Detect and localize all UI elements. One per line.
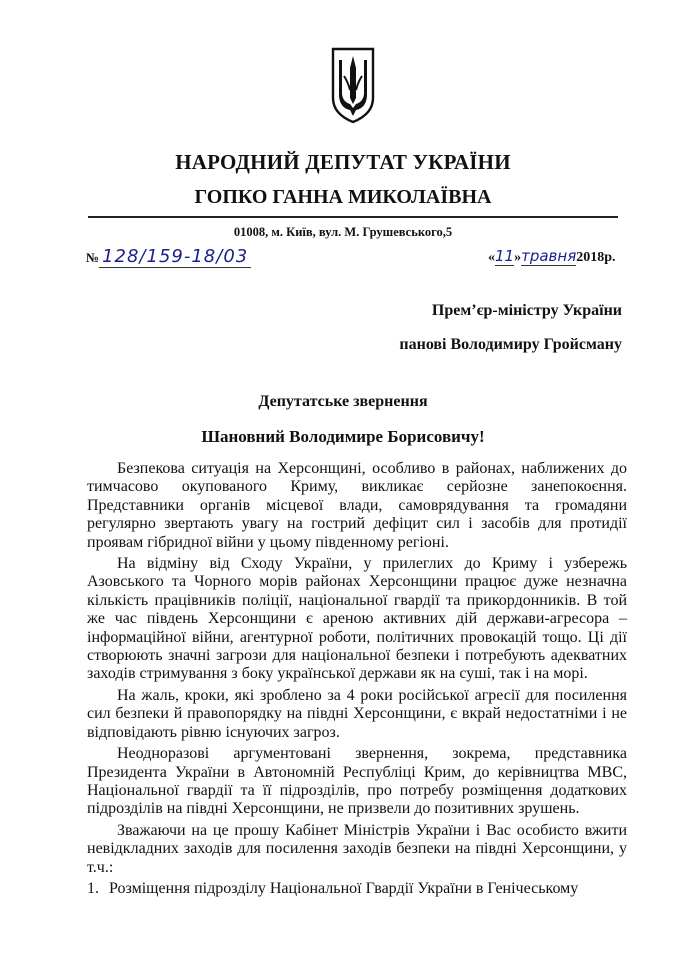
document-date — [488, 247, 616, 266]
paragraph: Неодноразові аргументовані звернення, зокрема, представника Президента України в Автономній Республіці Крим, до керівництва МВС, Національної гвардії та її підрозділів, про потребу розміщення додаткових підрозділів на півдні Херсонщини, не призвели до позитивних зрушень. — [87, 745, 627, 818]
list-item — [87, 880, 627, 898]
list-item-number: 1. — [87, 879, 99, 897]
recipient-name: панові Володимиру Гройсману — [399, 336, 622, 353]
date-year: 2018р. — [576, 250, 616, 265]
date-close-quote: » — [514, 250, 522, 265]
address-line: 01008, м. Київ, вул. М. Грушевського,5 — [233, 225, 453, 239]
reference-value: 128/159-18/03 — [99, 246, 251, 268]
paragraph: На відміну від Сходу України, у прилеглих до Криму і узбережь Азовського та Чорного морів районах Херсонщини працює дуже незначна кількість працівників поліції, національної гвардії та прикордонників. В той же час південь Херсонщини є ареною активних дій держави-агресора – інформаційної війни, агентурної роботи, політичних провокацій тощо. Ці дії створюють значні загрози для національної безпеки і потребують адекватних заходів стримування з боку української держави як на суші, так і на морі. — [87, 555, 627, 683]
letter-body — [87, 460, 627, 901]
paragraph: Зважаючи на це прошу Кабінет Міністрів України і Вас особисто вжити невідкладних заходів для посилення заходів безпеки на півдні Херсонщини, у т.ч.: — [87, 821, 627, 876]
list-item-text: Розміщення підрозділу Національної Гвардії України в Генічеському — [109, 879, 579, 897]
date-open-quote: « — [488, 250, 495, 265]
recipient-title: Прем’єр-міністру України — [431, 302, 622, 319]
reference-number — [86, 246, 251, 267]
paragraph: На жаль, кроки, які зроблено за 4 роки російської агресії для посилення сил безпеки й правопорядку на півдні Херсонщини, є вкрай недостатніми і не відповідають рівню існуючих загроз. — [87, 686, 627, 741]
deputy-title: НАРОДНИЙ ДЕПУТАТ УКРАЇНИ — [175, 150, 511, 174]
salutation: Шановний Володимире Борисовичу! — [201, 427, 485, 446]
document-type: Депутатське звернення — [258, 393, 428, 410]
date-month: травня — [521, 247, 577, 265]
trident-emblem — [330, 46, 376, 124]
deputy-name: ГОПКО ГАННА МИКОЛАЇВНА — [194, 186, 492, 208]
reference-label: № — [86, 250, 100, 265]
header-divider — [88, 216, 618, 218]
date-day: 11 — [495, 247, 515, 265]
paragraph: Безпекова ситуація на Херсонщині, особливо в районах, наближених до тимчасово окупованого Криму, викликає серйозне занепокоєння. Представники органів місцевої влади, самоврядування та громадяни регулярно звертають увагу на гострий дефіцит сил і засобів для протидії проявам гібридної війни у цьому південному регіоні. — [87, 460, 627, 551]
